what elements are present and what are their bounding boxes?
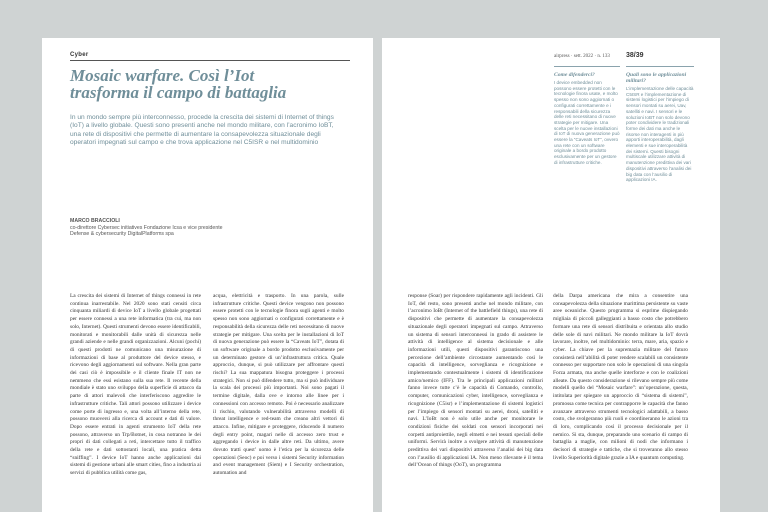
sidebar-text-2: L’implementazione delle capacità C5ISR e l’implementazione di sistemi logistici per l’impiego di sensori montati su aerei, Uav, satelliti e navi. I sensori e le soluzioni IoBT non solo devono poter condividere le tradizionali forme dei dati ma anche le risorse non interagenti in più apporti interoperabilità, dagli elementi e sue interoperabilità dei sistemi. Questi bisogni multiscale utilizzare attività di manutenzione predittiva dei vari dispositivi attraverso l’analisi dei big data con l’ausilio di applicazioni IA. bbox=[626, 86, 694, 183]
title-line-2: trasforma il campo di battaglia bbox=[70, 83, 287, 102]
sidebar-rule-1 bbox=[554, 66, 620, 67]
title-line-1: Mosaic warfare. Così l’Iot bbox=[70, 66, 255, 85]
article-lead: In un mondo sempre più interconnesso, procede la crescita dei sistemi di Internet of things (IoT) a livello globale. Questi sono presenti anche nel mondo militare, con l’acronimo IoBT, una rete di dispositivi che permette di aumentare la consapevolezza situazionale degli operatori impegnati sul campo e che trova applicazione nel C5ISR e nel multidominio bbox=[70, 114, 334, 146]
sidebar-rule-2 bbox=[626, 66, 694, 67]
section-rule bbox=[70, 60, 350, 61]
sidebar-heading-2: Quali sono le applicazioni militari? bbox=[626, 72, 687, 84]
right-page bbox=[382, 38, 720, 512]
author-name: MARCO BRACCIOLI bbox=[70, 218, 120, 224]
author-role-2: Defense & cybersecurity DigitalPlatforms spa bbox=[70, 231, 174, 238]
body-column-3: response (Soar) per rispondere rapidamente agli incidenti. Gli IoT, del resto, sono presenti anche nel mondo militare, con l’acronimo IoBt (Internet of the battlefield things), una rete di dispositivi che permette di aumentare la consapevolezza situazionale degli operatori impegnati sul campo. Attraverso un sistema di sensori interconnessi in grado di assistere le attività di intelligence al sistema decisionale e alle informazioni utili, questi dispositivi garantiscono una percezione dell’ambiente circostante aumentando così le capacità di intelligence, sorveglianza e ricognizione e implementando contestualmente i sistemi di identificazione amico/nemico (IFF). Tra le principali applicazioni militari fanno invece tutte c’è le capacità di Comando, controllo, computer, comunicazioni cyber, intelligence, sorveglianza e ricognizione (C5isr) e l’implementazione di sistemi logistici per l’impiego di sensori montati su aerei, droni, satelliti e navi. L’IoBt non è solo utile anche per monitorare le condizioni fisiche dei soldati con sensori incorporati nei corpetti antiproiettile, negli elmetti e nei tessuti speciali delle uniformi. Servirà inoltre a svolgere attività di manutenzione predittiva dei vari dispositivi attraverso l’analisi dei big data con l’ausilio di applicazioni IA. Non meno rilevante è il tema dell’Ocean of things (OoT), un programma bbox=[408, 293, 543, 469]
author-role-1: co-direttore Cybersec initiatives Fondazione Icsa e vice presidente bbox=[70, 224, 223, 231]
folio-issue: airpress · sett. 2022 · n. 133 bbox=[554, 54, 610, 59]
section-tag: Cyber bbox=[70, 52, 89, 58]
body-column-1: La crescita dei sistemi di Internet of things connessi in rete continua inarrestabile. Nel 2020 sono stati censiti circa cinquanta miliardi di device IoT a livello globale progettati per essere connessi a una rete informatica (tra cui, ma non solo, Internet). Questi strumenti devono essere identificabili, monitorati e monitorabili dalle unità di sicurezza nelle grandi aziende e nelle grandi organizzazioni. Alcuni (pochi) di questi prodotti ne comunicano una misurazione di informazioni di base al produttore del device stesso, e ricevono degli aggiornamenti sul software. Nella gran parte dei casi ciò è impossibile e il cliente finale IT non ne nemmeno che essi esistano sulla sua rete. Il recente della mondiale è stato uno sviluppo della superficie di attacco da parte di attori malevoli che interferiscono aggredire le infrastrutture critiche. Tali attori possono utilizzare i device come porte di ingresso e, una volta all’interno della rete, possono muoversi alla ricerca di account e dati di valore. Dopo essere entrati in agenti strumento IoT della rete possono, attraverso un Trp/Botnet, in cosa notranno le dei propri di dati collegati a reti, intercettare tutto il traffico della rete e dati sottostanti locali, una pratica detta “sniffing”. I device IoT hanno anche applicazioni dai sistemi di gestione urbani alle smart cities, fino a industria ai servizi di pubblica utilità come gas, bbox=[70, 293, 201, 477]
page-numbers: 38/39 bbox=[626, 52, 644, 59]
sidebar-heading-1: Come difenderci? bbox=[554, 72, 595, 78]
article-title bbox=[70, 67, 360, 101]
author-block bbox=[70, 218, 223, 238]
body-column-2: acqua, elettricità e trasporto. In una parola, sulle infrastrutture critiche. Questi device vengono non possono essere protetti con le tecnologie finora sugli agenti e molto spesso non sono aggiornati o configurati correttamente e è responsabilità della sicurezza delle reti necessitano di nuove strategie per mitigare. Una scelta per le installazioni di IoT di nuova generazione può essere la “Caveats IoT”, dotata di un software originale a bordo prodotto esclusivamente per un determinato gestore di un’infrastruttura critica. Quale approccio, dunque, si può utilizzare per affrontare questi rischi? La sua mappatura bisogna proteggere i processi strategici. Non si può difendere tutto, ma si può individuare la scala dei processi più importanti. Noi sono pagati il termine digitale, dalla ove e intorno alle linee per i connessioni con accesso remoto. Poi è necessario analizzare il rischio, valutando vulnerabilità attraverso modelli di threat intelligence e red-team che creano altri vettori di attacco. Infine, mitigare e proteggere, riducendo il numero degli entry point, magari nelle di accesso zero trust e aggregando i device in dalle altre reti. Da ultimo, avere dovuto tratti quest’ uomo è l’etica per la sicurezza delle operazioni (Seoc) e poi verso i sistemi Security information and event management (Siem) e I Security orchestration, automation and bbox=[213, 293, 344, 477]
left-page bbox=[42, 38, 373, 512]
body-column-4: della Darpa americana che mira a consentire una consapevolezza della situazione marittima persistente su vaste aree oceaniche. Questo programma si esprime dispiegando migliaia di piccoli galleggianti a basso costo che potrebbero formare una rete di sensori distribuita e orientata allo studio delle sole di navi militari. Ne mondo militare la IoT dovrà lavorare, inoltre, nel multidominio: terra, mare, aria, spazio e cyber. La chiave per la supremazia militare del futuro consisterà nell’abilità di poter rendere scalabili un consistente connesso per supportare non solo le operazioni di una singola Forza armata, ma anche quelle interforze e con le coalizioni alleate. Da questo considerazione si rilevano sempre più come modelli quello del “Mosaic warfare”: un’operazione, questa, intitolata per spiegare un approccio di “sistema di sistemi”, promossa come tecnica per contrapporre le capacità che fanno avanzare attraverso strumenti tecnologici adattabili, a basso costo, che svolgeranno più ruoli e coordineranno le azioni tra di loro, complicando così il processo decisionale per il nemico. Si sta, dunque, preparando uno scenario di campo di battaglia a maglie, con milioni di nodi che informano i decisori di strategie e tattiche, che si troveranno allo stesso livello Superiorità digitale grazie a IA e quantum computing. bbox=[553, 293, 688, 461]
sidebar-text-1: I device embedded non possono essere protetti con le tecnologie finora usate, e molto spesso non sono aggiornati o configurati correttamente e i responsabili della sicurezza delle reti necessitano di nuove strategie per mitigare. Una scelta per le nuove installazioni di IoT di nuova generazione può essere la “Caveats IoT”, ovvero una rete con un software originale a bordo prodotto esclusivamente per un gestore di infrastrutture critiche. bbox=[554, 80, 620, 165]
